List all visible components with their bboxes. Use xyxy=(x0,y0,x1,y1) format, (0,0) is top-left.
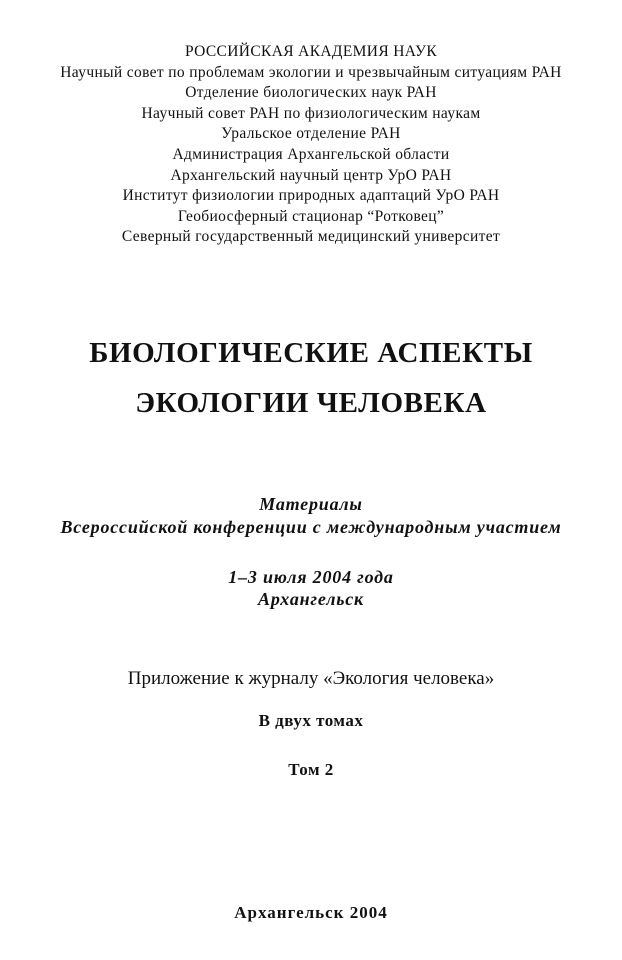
volumes-note: В двух томах xyxy=(258,711,364,730)
organization-line: Уральское отделение РАН xyxy=(221,125,401,143)
organization-line: РОССИЙСКАЯ АКАДЕМИЯ НАУК xyxy=(184,43,438,60)
journal-supplement: Приложение к журналу «Экология человека» xyxy=(127,668,495,689)
book-title xyxy=(0,328,622,428)
organization-line: Северный государственный медицинский университет xyxy=(121,228,501,246)
event-city: Архангельск xyxy=(258,589,364,609)
event-date: 1–3 июля 2004 года xyxy=(228,567,394,587)
materials-label: Материалы xyxy=(259,494,363,514)
volume-number: Том 2 xyxy=(288,760,334,779)
organizations-list xyxy=(0,42,622,248)
organization-line: Научный совет РАН по физиологическим наукам xyxy=(141,104,481,122)
organization-line: Научный совет по проблемам экологии и чрезвычайным ситуациям РАН xyxy=(60,63,562,81)
event-info xyxy=(0,566,622,610)
organization-line: Администрация Архангельской области xyxy=(172,145,450,163)
book-title-line-1: БИОЛОГИЧЕСКИЕ АСПЕКТЫ xyxy=(89,337,533,369)
organization-line: Геобиосферный стационар “Ротковец” xyxy=(177,207,445,225)
book-title-line-2: ЭКОЛОГИИ ЧЕЛОВЕКА xyxy=(135,387,487,419)
conference-materials xyxy=(0,493,622,539)
organization-line: Институт физиологии природных адаптаций УрО РАН xyxy=(122,187,500,205)
organization-line: Архангельский научный центр УрО РАН xyxy=(170,166,452,184)
organization-line: Отделение биологических наук РАН xyxy=(185,84,437,102)
conference-name: Всероссийской конференции с международным участием xyxy=(60,517,562,537)
publication-place-year: Архангельск 2004 xyxy=(234,903,388,922)
